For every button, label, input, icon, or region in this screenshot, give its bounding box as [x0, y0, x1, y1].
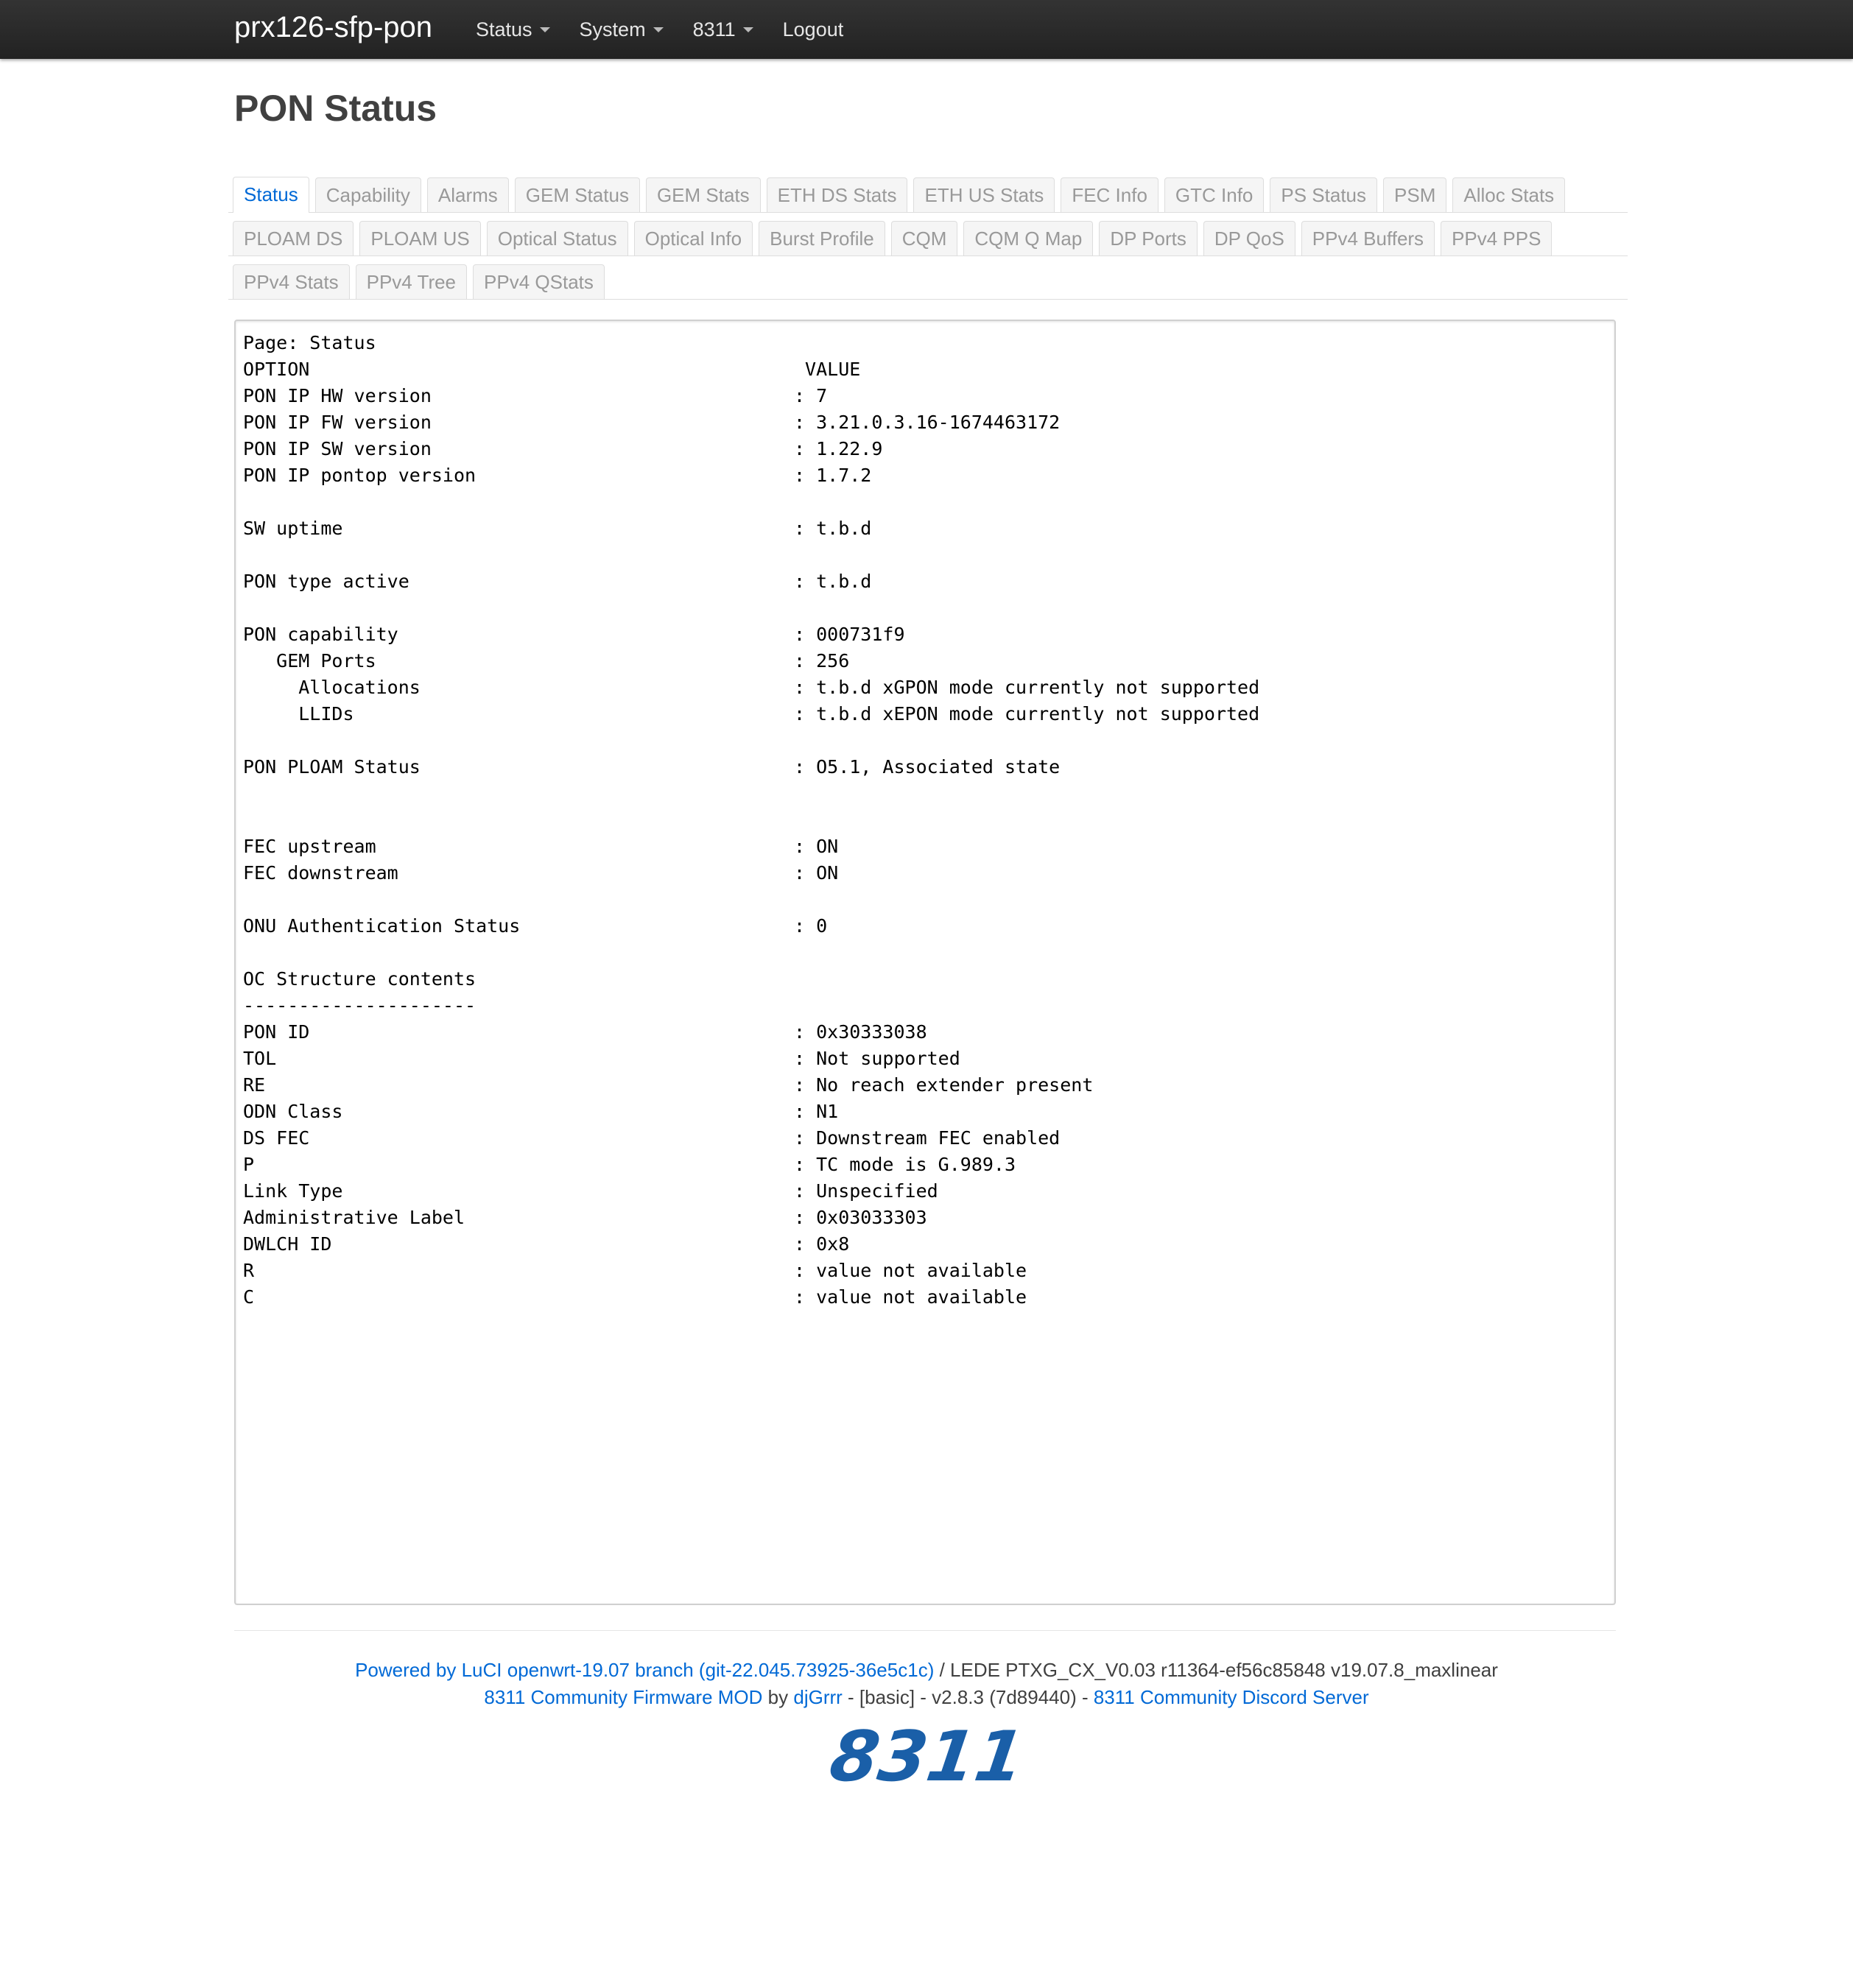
output-line [243, 807, 1259, 833]
status-output-text [243, 330, 1259, 1311]
output-line [243, 1046, 1259, 1072]
8311-logo-text: 8311 [825, 1716, 1030, 1797]
option-label: SW uptime [243, 518, 343, 539]
output-line [243, 1231, 1259, 1258]
nav-item-label: 8311 [692, 18, 736, 40]
option-value: : 0x8 [794, 1233, 850, 1255]
option-label: PON ID [243, 1021, 310, 1043]
nav-menu [464, 0, 861, 59]
option-label: P [243, 1154, 255, 1175]
output-line [243, 515, 1259, 542]
option-value: : Not supported [794, 1048, 960, 1069]
discord-link[interactable]: 8311 Community Discord Server [1093, 1686, 1369, 1708]
output-line [243, 356, 1259, 383]
option-value: : ON [794, 862, 839, 884]
tab-bar [228, 169, 1628, 300]
footer-divider [234, 1630, 1616, 1631]
option-value: : 3.21.0.3.16-1674463172 [794, 412, 1061, 433]
output-line [243, 860, 1259, 887]
option-label: Administrative Label [243, 1207, 465, 1228]
nav-item-label: System [579, 18, 646, 40]
option-label: Page: Status [243, 332, 376, 353]
option-value: : 0x03033303 [794, 1207, 927, 1228]
footer [0, 1657, 1853, 1711]
top-navbar [0, 0, 1853, 59]
nav-item-8311[interactable] [681, 0, 765, 59]
output-line [243, 409, 1259, 436]
output-line [243, 1152, 1259, 1178]
nav-item-label: Status [476, 18, 532, 40]
option-value: : value not available [794, 1286, 1027, 1308]
option-label: PON PLOAM Status [243, 756, 421, 778]
option-value: : 0 [794, 915, 828, 937]
option-value: : 000731f9 [794, 624, 905, 645]
tab-ps-status[interactable]: PS Status [1270, 177, 1377, 212]
option-value: : Downstream FEC enabled [794, 1127, 1061, 1149]
tab-alarms[interactable]: Alarms [427, 177, 509, 212]
option-label: C [243, 1286, 255, 1308]
firmware-version-text: - [basic] - v2.8.3 (7d89440) - [842, 1686, 1094, 1708]
tab-ppv4-tree[interactable]: PPv4 Tree [356, 264, 467, 299]
tab-eth-ds-stats[interactable]: ETH DS Stats [767, 177, 908, 212]
tab-optical-info[interactable]: Optical Info [634, 221, 753, 255]
output-line [243, 462, 1259, 489]
footer-line-1 [0, 1657, 1853, 1684]
caret-down-icon [743, 27, 753, 32]
tab-gem-stats[interactable]: GEM Stats [646, 177, 761, 212]
tab-row [228, 169, 1628, 213]
option-label: OC Structure contents [243, 968, 477, 990]
tab-row [228, 256, 1628, 300]
option-label: PON IP FW version [243, 412, 432, 433]
option-label: FEC upstream [243, 836, 376, 857]
option-label: GEM Ports [243, 650, 376, 672]
tab-fec-info[interactable]: FEC Info [1061, 177, 1158, 212]
option-label: PON capability [243, 624, 398, 645]
option-label: Allocations [243, 677, 421, 698]
output-line [243, 383, 1259, 409]
tab-ploam-us[interactable]: PLOAM US [359, 221, 480, 255]
tab-ppv4-qstats[interactable]: PPv4 QStats [473, 264, 605, 299]
output-line [243, 754, 1259, 780]
by-text: by [762, 1686, 794, 1708]
option-value: : t.b.d xGPON mode currently not supported [794, 677, 1260, 698]
tab-optical-status[interactable]: Optical Status [487, 221, 628, 255]
tab-gtc-info[interactable]: GTC Info [1164, 177, 1264, 212]
tab-ppv4-stats[interactable]: PPv4 Stats [233, 264, 350, 299]
option-value: : N1 [794, 1101, 839, 1122]
output-line [243, 887, 1259, 913]
output-line [243, 542, 1259, 568]
tab-alloc-stats[interactable]: Alloc Stats [1452, 177, 1565, 212]
nav-item-system[interactable] [568, 0, 675, 59]
option-value: : O5.1, Associated state [794, 756, 1061, 778]
option-label: OPTION [243, 359, 310, 380]
output-line [243, 966, 1259, 993]
option-label: R [243, 1260, 255, 1281]
option-value: : 256 [794, 650, 850, 672]
output-line [243, 330, 1259, 356]
output-line [243, 833, 1259, 860]
nav-item-status[interactable] [464, 0, 562, 59]
nav-item-label: Logout [782, 18, 844, 40]
community-firmware-link[interactable]: 8311 Community Firmware MOD [484, 1686, 763, 1708]
brand-link[interactable]: prx126-sfp-pon [234, 11, 433, 43]
option-label: PON IP HW version [243, 385, 432, 406]
tab-eth-us-stats[interactable]: ETH US Stats [913, 177, 1055, 212]
output-line [243, 1284, 1259, 1311]
option-value: : t.b.d [794, 518, 872, 539]
option-label: FEC downstream [243, 862, 398, 884]
output-line [243, 913, 1259, 940]
option-value: : t.b.d xEPON mode currently not supported [794, 703, 1260, 725]
tab-psm[interactable]: PSM [1383, 177, 1446, 212]
option-label: ONU Authentication Status [243, 915, 521, 937]
option-label: DS FEC [243, 1127, 310, 1149]
output-line [243, 701, 1259, 727]
footer-line-2 [0, 1684, 1853, 1711]
tab-capability[interactable]: Capability [315, 177, 421, 212]
option-label: RE [243, 1074, 266, 1096]
output-line [243, 727, 1259, 754]
output-line [243, 621, 1259, 648]
option-value: : t.b.d [794, 571, 872, 592]
output-line [243, 1125, 1259, 1152]
tab-ppv4-buffers[interactable]: PPv4 Buffers [1301, 221, 1435, 255]
output-line [243, 1072, 1259, 1099]
option-value: : value not available [794, 1260, 1027, 1281]
output-line [243, 1205, 1259, 1231]
option-label: LLIDs [243, 703, 354, 725]
option-value: : ON [794, 836, 839, 857]
tab-dp-ports[interactable]: DP Ports [1099, 221, 1198, 255]
8311-logo [825, 1716, 1030, 1797]
tab-ploam-ds[interactable]: PLOAM DS [233, 221, 354, 255]
output-line [243, 1019, 1259, 1046]
option-label: PON IP SW version [243, 438, 432, 459]
output-line [243, 780, 1259, 807]
option-label: --------------------- [243, 995, 477, 1016]
tab-ppv4-pps[interactable]: PPv4 PPS [1441, 221, 1552, 255]
output-line [243, 1178, 1259, 1205]
option-value: : 1.7.2 [794, 465, 872, 486]
output-line [243, 568, 1259, 595]
option-value: : 0x30333038 [794, 1021, 927, 1043]
output-line [243, 489, 1259, 515]
option-value: VALUE [794, 359, 861, 380]
tab-gem-status[interactable]: GEM Status [515, 177, 640, 212]
nav-item-logout[interactable] [771, 0, 856, 59]
caret-down-icon [540, 27, 550, 32]
author-link[interactable]: djGrrr [793, 1686, 843, 1708]
status-output-box[interactable] [234, 320, 1616, 1605]
tab-row [228, 213, 1628, 256]
option-label: Link Type [243, 1180, 343, 1202]
tab-status[interactable]: Status [233, 177, 309, 213]
output-line [243, 674, 1259, 701]
lede-version-text: / LEDE PTXG_CX_V0.03 r11364-ef56c85848 v19.07.8_maxlinear [934, 1659, 1498, 1681]
option-value: : 7 [794, 385, 828, 406]
output-line [243, 648, 1259, 674]
option-value: : Unspecified [794, 1180, 938, 1202]
caret-down-icon [653, 27, 664, 32]
output-line [243, 436, 1259, 462]
option-value: : TC mode is G.989.3 [794, 1154, 1016, 1175]
option-label: DWLCH ID [243, 1233, 332, 1255]
option-label: PON type active [243, 571, 409, 592]
tab-cqm-q-map[interactable]: CQM Q Map [963, 221, 1093, 255]
output-line [243, 993, 1259, 1019]
option-label: TOL [243, 1048, 277, 1069]
output-line [243, 1099, 1259, 1125]
luci-link[interactable]: Powered by LuCI openwrt-19.07 branch (git-22.045.73925-36e5c1c) [355, 1659, 935, 1681]
output-line [243, 1258, 1259, 1284]
option-value: : No reach extender present [794, 1074, 1094, 1096]
option-label: ODN Class [243, 1101, 343, 1122]
tab-dp-qos[interactable]: DP QoS [1203, 221, 1295, 255]
output-line [243, 595, 1259, 621]
tab-cqm[interactable]: CQM [891, 221, 958, 255]
page-title: PON Status [234, 88, 437, 129]
output-line [243, 940, 1259, 966]
option-label: PON IP pontop version [243, 465, 477, 486]
tab-burst-profile[interactable]: Burst Profile [759, 221, 885, 255]
option-value: : 1.22.9 [794, 438, 883, 459]
